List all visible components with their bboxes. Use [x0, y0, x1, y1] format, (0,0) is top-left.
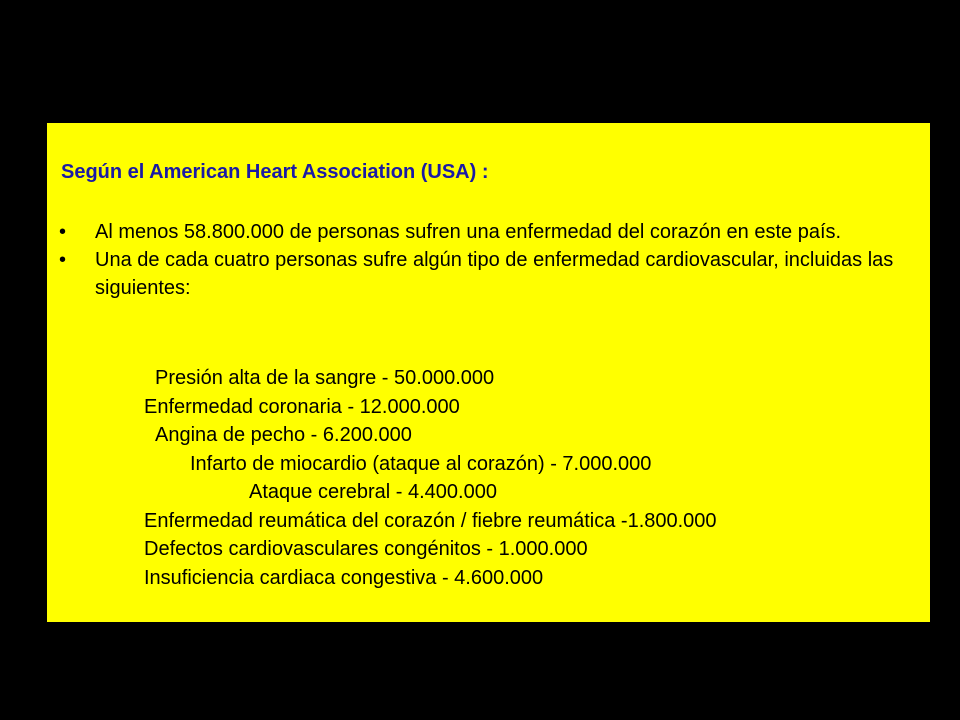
statistic-line — [47, 450, 930, 479]
statistic-line — [47, 507, 930, 536]
statistic-line — [47, 393, 930, 422]
bullet-list — [59, 218, 919, 302]
bullet-item — [59, 218, 919, 246]
slide-heading: Según el American Heart Association (USA) : — [61, 161, 489, 183]
bullet-item — [59, 246, 919, 302]
statistic-text: Angina de pecho - 6.200.000 — [155, 424, 412, 446]
statistic-line — [47, 478, 930, 507]
statistic-text: Presión alta de la sangre - 50.000.000 — [155, 367, 495, 389]
statistic-line — [47, 564, 930, 593]
statistic-text: Defectos cardiovasculares congénitos - 1.000.000 — [144, 538, 588, 560]
bullet-dot-icon: • — [59, 249, 67, 271]
bullet-text: Una de cada cuatro personas sufre algún tipo de enfermedad cardiovascular, incluidas las siguientes: — [95, 249, 894, 299]
bullet-text: Al menos 58.800.000 de personas sufren una enfermedad del corazón en este país. — [95, 221, 842, 243]
statistic-line — [47, 535, 930, 564]
statistic-text: Insuficiencia cardiaca congestiva - 4.600.000 — [144, 566, 544, 589]
statistic-text: Ataque cerebral - 4.400.000 — [249, 481, 497, 503]
statistic-line — [47, 421, 930, 450]
bullet-dot-icon: • — [59, 221, 67, 243]
content-panel — [47, 123, 930, 622]
statistic-line — [47, 364, 930, 393]
statistic-text: Infarto de miocardio (ataque al corazón) - 7.000.000 — [190, 452, 652, 475]
statistic-text: Enfermedad reumática del corazón / fiebre reumática -1.800.000 — [144, 509, 717, 532]
statistic-text: Enfermedad coronaria - 12.000.000 — [144, 395, 460, 418]
statistics-list — [47, 364, 930, 592]
